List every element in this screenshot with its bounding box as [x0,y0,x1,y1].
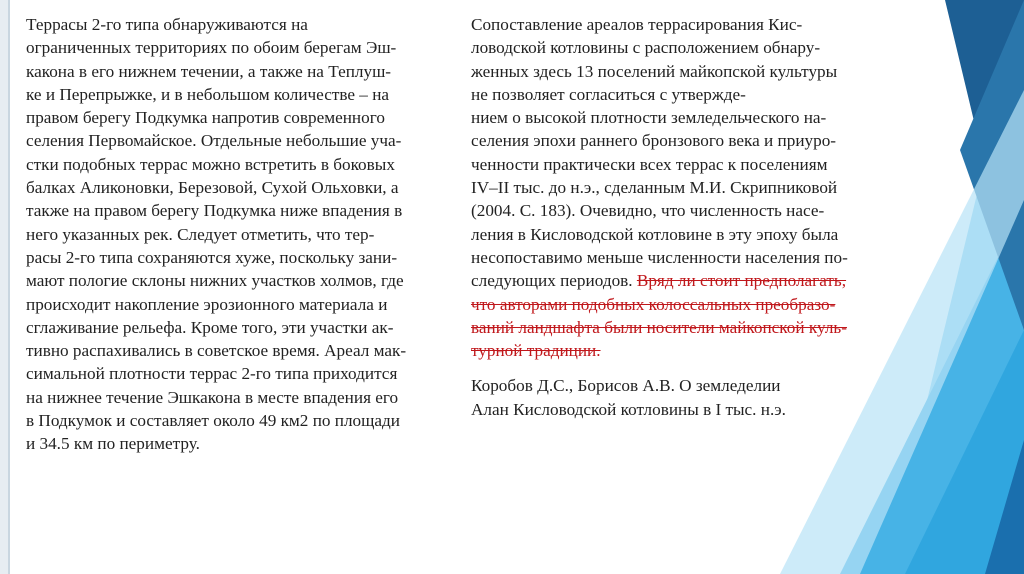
citation-line: Алан Кисловодской котловины в I тыс. н.э. [471,399,786,419]
text-line: селения Первомайское. Отдельные небольшие уча- [26,131,402,151]
left-paragraph [26,13,456,456]
left-text-column [26,13,456,456]
text-line: него указанных рек. Следует отметить, что тер- [26,224,375,244]
text-line: ченности практически всех террас к поселениям [471,154,828,174]
text-line: расы 2-го типа сохраняются хуже, поскольку зани- [26,247,398,267]
text-line: на нижнее течение Эшкакона в месте впадения его [26,387,399,407]
text-line: стки подобных террас можно встретить в боковых [26,154,395,174]
mixed-text-line [471,269,901,292]
text-line: тивно распахивались в советское время. Ареал мак- [26,341,407,361]
text-line: происходит накопление эрозионного материала и [26,294,388,314]
plain-text: следующих периодов. [471,271,637,291]
text-line: ловодской котловины с расположением обнару- [471,38,821,58]
text-line: ления в Кисловодской котловине в эту эпоху была [471,224,839,244]
text-line: в Подкумок и составляет около 49 км2 по площади [26,411,400,431]
text-line: мают пологие склоны нижних участков холмов, где [26,271,404,291]
text-line: ограниченных территориях по обоим берегам Эш- [26,38,397,58]
citation [471,374,901,421]
right-text-column [471,13,901,421]
text-line: сглаживание рельефа. Кроме того, эти участки ак- [26,317,394,337]
text-line: также на правом берегу Подкумка ниже впадения в [26,201,403,221]
text-line: селения эпохи раннего бронзового века и приуро- [471,131,837,151]
left-edge-line [8,0,10,574]
text-line: балках Аликоновки, Березовой, Сухой Ольховки, а [26,178,399,198]
struck-text: Вряд ли стоит предполагать, [636,271,847,291]
text-line: симальной плотности террас 2-го типа приходится [26,364,398,384]
text-line: нием о высокой плотности земледельческого на- [471,108,827,128]
struck-text-line: что авторами подобных колоссальных преобразо- [471,294,836,314]
text-line: какона в его нижнем течении, а также на Теплуш- [26,61,392,81]
text-line: и 34.5 км по периметру. [26,434,200,454]
text-line: не позволяет согласиться с утвержде- [471,84,746,104]
citation-line: Коробов Д.С., Борисов А.В. О земледелии [471,376,781,396]
text-line: женных здесь 13 поселений майкопской культуры [471,61,838,81]
left-edge-strip [0,0,8,574]
text-line: (2004. С. 183). Очевидно, что численность насе- [471,201,825,221]
right-paragraph [471,13,901,362]
struck-text-line: турной традиции. [471,341,601,361]
text-line: ке и Перепрыжке, и в небольшом количестве – на [26,84,390,104]
text-line: IV–II тыс. до н.э., сделанным М.И. Скрипниковой [471,178,838,198]
text-line: Сопоставление ареалов террасирования Кис- [471,15,803,34]
struck-text-line: ваний ландшафта были носители майкопской куль- [471,317,847,337]
text-line: несопоставимо меньше численности населения по- [471,247,848,267]
text-line: Террасы 2-го типа обнаруживаются на [26,15,308,34]
text-line: правом берегу Подкумка напротив современного [26,108,385,128]
